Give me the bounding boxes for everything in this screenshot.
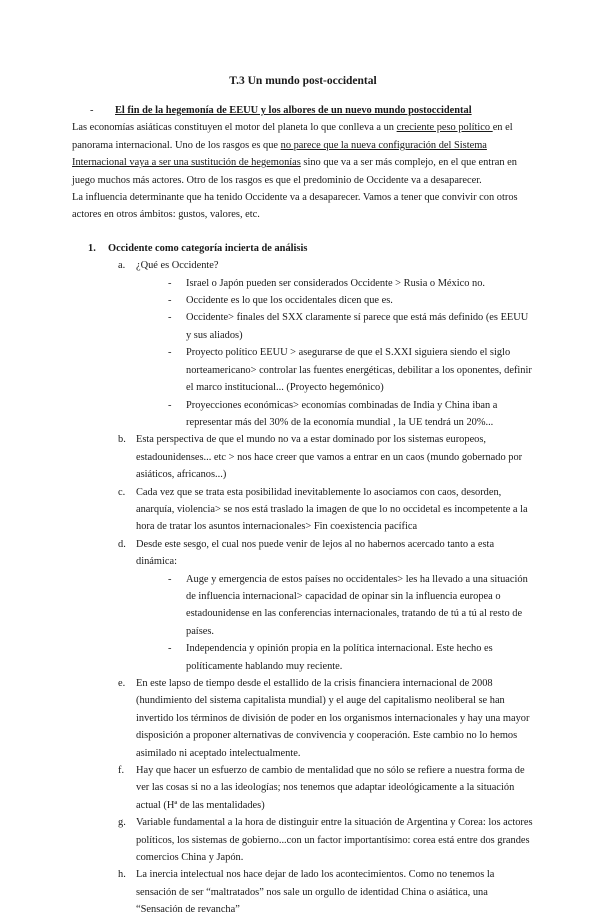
outline-item: a. ¿Qué es Occidente? xyxy=(118,260,219,272)
outline-item: d. Desde este sesgo, el cual nos puede venir de lejos al no habernos acercado tanto a esta dinámica: xyxy=(118,538,495,568)
outline-item: b. Esta perspectiva de que el mundo no va a estar dominado por los sistemas europeos, estadounidenses... etc > nos hace creer que vamos a entrar en un caos (mundo gobernado por asiáticos, africanos...) xyxy=(118,434,523,481)
outline-item: e. En este lapso de tiempo desde el estallido de la crisis financiera internacional de 2008 (hundimiento del sistema capitalista mundial) y el auge del capitalismo neoliberal se han invertido los términos de división de poder en los organismos internacionales y hay una mayor disposición a proponer alternativas de convivencia y cooperación. Este cambio no lo hemos asimilado ni aceptado intelectualmente. xyxy=(118,678,530,759)
bullet-item: - Proyecto político EEUU > asegurarse de que el S.XXI siguiera siendo el siglo norteamericano> controlar las fuentes energéticas, debilitar a los oponentes, definir el marco institucional... (Proyecto hegemónico) xyxy=(168,347,532,394)
outline-item: f. Hay que hacer un esfuerzo de cambio de mentalidad que no sólo se refiere a nuestra forma de ver las cosas si no a las ideologías; nos tenemos que adaptar ideológicamente a la situación actual (Hª de las mentalidades) xyxy=(118,765,525,811)
bullet-item: - Proyecciones económicas> economías combinadas de India y China iban a representar más del 30% de la economía mundial , la UE tendrá un 20%... xyxy=(168,399,498,428)
bullet-item: - Auge y emergencia de estos países no occidentales> les ha llevado a una situación de influencia internacional> capacidad de opinar sin la influencia europea o estadounidense en las conferencias internacionales, tratando de tú a tú al resto de países. xyxy=(168,573,528,637)
bullet-item: - Occidente> finales del SXX claramente sí parece que está más definido (es EEUU y sus aliados) xyxy=(168,312,529,341)
section-heading: - El fin de la hegemonía de EEUU y los albores de un nuevo mundo postoccidental xyxy=(90,105,472,116)
outline-item: g. Variable fundamental a la hora de distinguir entre la situación de Argentina y Corea: los actores políticos, los sistemas de gobierno...con un factor importantísimo: corea está entre dos grandes comercios China y Japón. xyxy=(118,817,533,864)
document-title: T.3 Un mundo post-occidental xyxy=(229,75,377,87)
bullet-item: - Israel o Japón pueden ser considerados Occidente > Rusia o México no. xyxy=(168,277,486,289)
intro-paragraph: Las economías asiáticas constituyen el motor del planeta lo que conlleva a un creciente peso político en el panorama internacional. Uno de los rasgos es que no parece que la nueva configuración del Sistema Internacional vaya a ser una sustitución de hegemonías sino que va a ser más complejo, en el que entran en juego muchos más actores. Otro de los rasgos es que el predominio de Occidente va a desaparecer. xyxy=(72,122,517,186)
outline-heading: 1. Occidente como categoría incierta de análisis xyxy=(88,242,308,254)
document-page xyxy=(72,72,534,919)
outline-item: h. La inercia intelectual nos hace dejar de lado los acontecimientos. Como no tenemos la sensación de ser “maltratados” nos sale un orgullo de identidad China o asiática, una “Sensación de revancha” xyxy=(118,869,495,916)
outline-items xyxy=(72,257,534,918)
intro-paragraph-2: La influencia determinante que ha tenido Occidente va a desaparecer. Vamos a tener que convivir con otros actores en otros ámbitos: gustos, valores, etc. xyxy=(72,192,518,221)
bullet-item: - Occidente es lo que los occidentales dicen que es. xyxy=(168,295,393,307)
bullet-item: - Independencia y opinión propia en la política internacional. Este hecho es políticamente hablando muy reciente. xyxy=(168,643,493,672)
outline-item: c. Cada vez que se trata esta posibilidad inevitablemente lo asociamos con caos, desorden, anarquía, violencia> se nos está traslado la imagen de que lo no occidetal es incompetente a la hora de tratar los asuntos internacionales> Fin coexistencia pacífica xyxy=(118,486,528,533)
